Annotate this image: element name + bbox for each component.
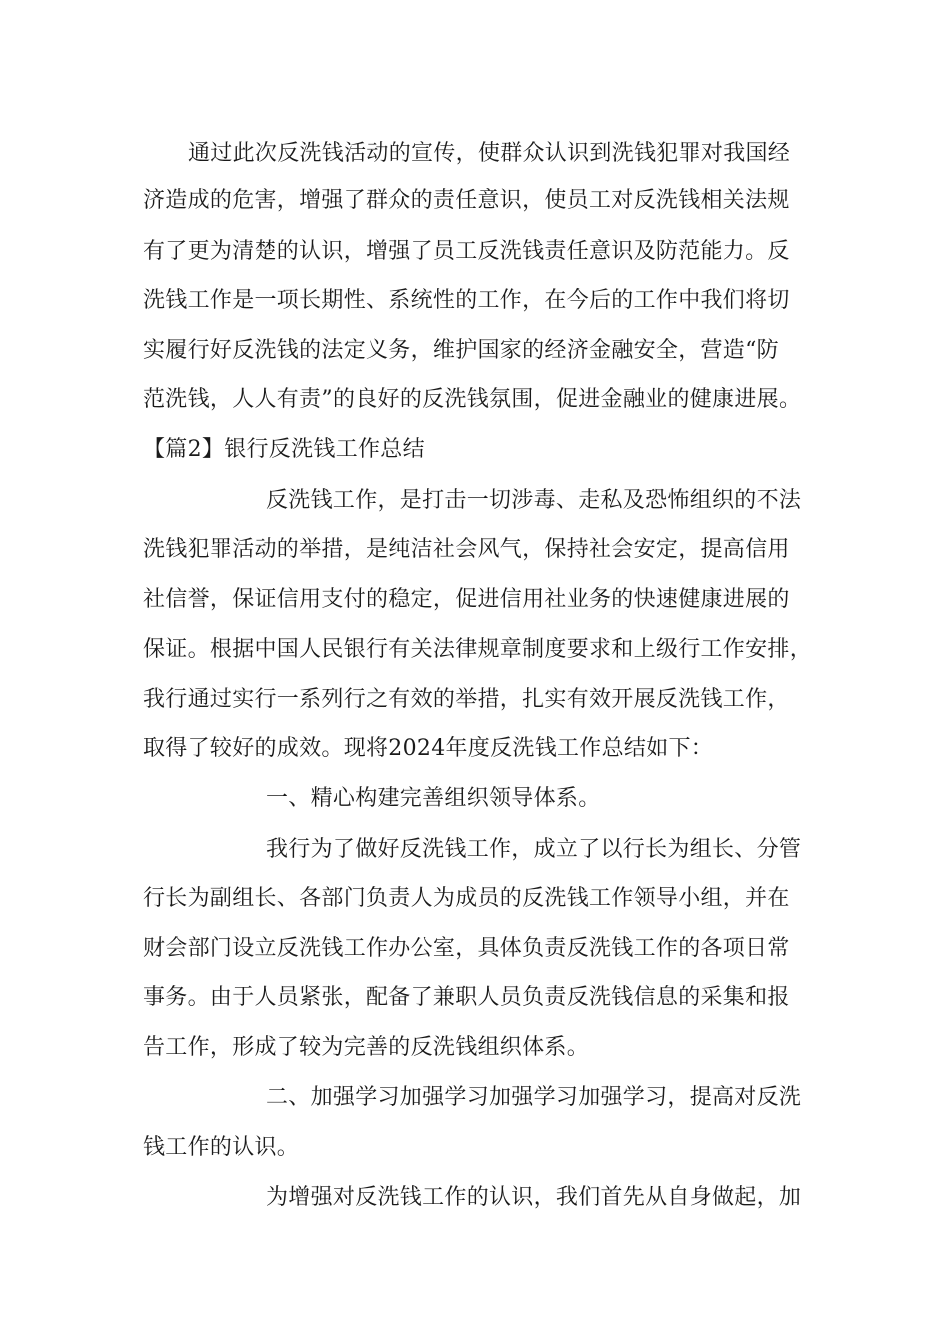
paragraph-line: 我行为了做好反洗钱工作，成立了以行长为组长、分管	[266, 837, 802, 862]
section-heading: 【篇2】银行反洗钱工作总结	[143, 437, 425, 462]
paragraph-line: 社信誉，保证信用支付的稳定，促进信用社业务的快速健康进展的	[143, 587, 790, 612]
paragraph-line: 钱工作的认识。	[143, 1135, 300, 1160]
paragraph-line: 济造成的危害，增强了群众的责任意识，使员工对反洗钱相关法规	[143, 188, 790, 213]
paragraph-line: 范洗钱，人人有责”的良好的反洗钱氛围，促进金融业的健康进展。	[143, 387, 802, 412]
paragraph-line: 取得了较好的成效。现将2024年度反洗钱工作总结如下：	[143, 736, 714, 761]
paragraph-line: 财会部门设立反洗钱工作办公室，具体负责反洗钱工作的各项日常	[143, 936, 790, 961]
subsection-heading: 一、精心构建完善组织领导体系。	[266, 786, 601, 811]
paragraph-line: 保证。根据中国人民银行有关法律规章制度要求和上级行工作安排，	[143, 637, 813, 662]
paragraph-line: 洗钱犯罪活动的举措，是纯洁社会风气，保持社会安定，提高信用	[143, 537, 790, 562]
paragraph-line: 事务。由于人员紧张，配备了兼职人员负责反洗钱信息的采集和报	[143, 985, 790, 1010]
paragraph-line: 实履行好反洗钱的法定义务，维护国家的经济金融安全，营造“防	[143, 338, 779, 363]
paragraph-line: 告工作，形成了较为完善的反洗钱组织体系。	[143, 1035, 590, 1060]
paragraph-line: 有了更为清楚的认识，增强了员工反洗钱责任意识及防范能力。反	[143, 239, 790, 264]
paragraph-line: 我行通过实行一系列行之有效的举措，扎实有效开展反洗钱工作，	[143, 687, 790, 712]
subsection-heading: 二、加强学习加强学习加强学习加强学习，提高对反洗	[266, 1085, 802, 1110]
paragraph-line: 反洗钱工作，是打击一切涉毒、走私及恐怖组织的不法	[266, 488, 802, 513]
paragraph-line: 行长为副组长、各部门负责人为成员的反洗钱工作领导小组，并在	[143, 886, 790, 911]
paragraph-line: 为增强对反洗钱工作的认识，我们首先从自身做起，加	[266, 1185, 802, 1210]
paragraph-line: 洗钱工作是一项长期性、系统性的工作，在今后的工作中我们将切	[143, 288, 790, 313]
paragraph-line: 通过此次反洗钱活动的宣传，使群众认识到洗钱犯罪对我国经	[188, 141, 791, 166]
